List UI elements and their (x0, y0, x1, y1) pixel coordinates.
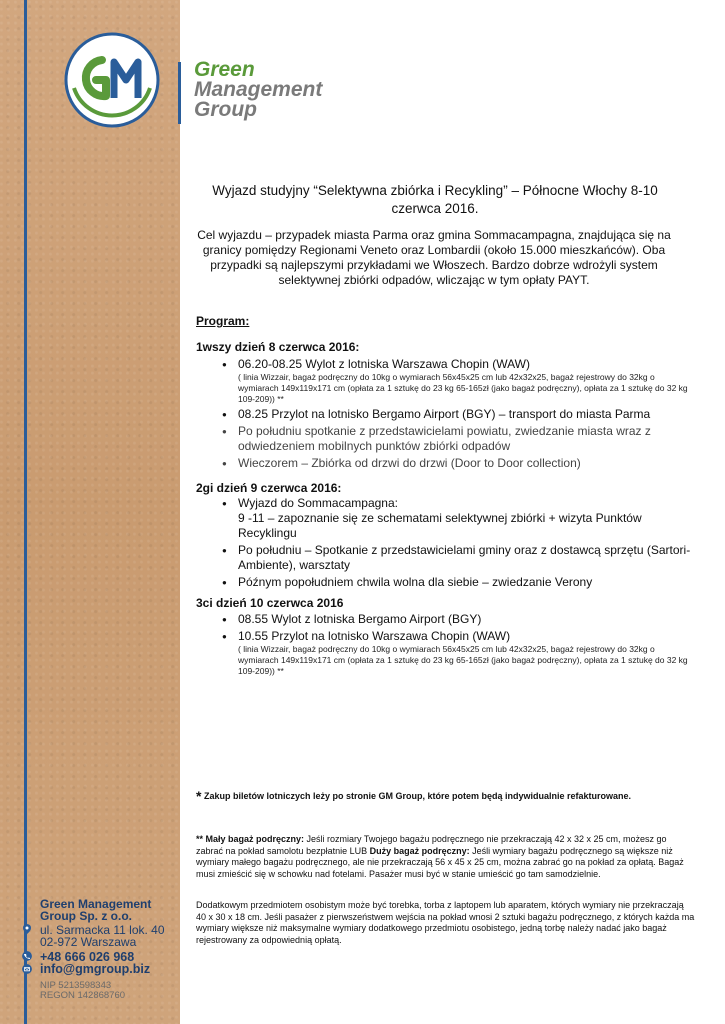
list-item-subtext: 9 -11 – zapoznanie się ze schematami selektywnej zbiórki + wizyta Punktów Recyklingu (238, 511, 642, 540)
sidebar-blue-line (24, 0, 27, 1024)
day1-list (222, 357, 692, 473)
list-item-text: Po południu spotkanie z przedstawicielami powiatu, zwiedzanie miasta wraz z odwiedzeniem mobilnych punktów zbiórki odpadów (238, 424, 651, 453)
list-item (222, 543, 692, 573)
brand-line-green: Green (194, 58, 255, 81)
list-item (222, 407, 692, 422)
footnote-large-bag-text: Jeśli wymiary bagażu podręcznego są większe niż wymiary małego bagażu podręcznego, ale nie przekraczają 56 x 45 x 25 cm, można zabrać go na pokład za opłatą. Bagaż musi zmieścić się w schowku nad fotelami. Pasażer musi być w stanie umieścić go tam samodzielnie. (196, 845, 684, 879)
list-item-text: 08.55 Wylot z lotniska Bergamo Airport (BGY) (238, 612, 482, 626)
company-nip: NIP 5213598343 (40, 980, 112, 991)
list-item-text: 06.20-08.25 Wylot z lotniska Warszawa Chopin (WAW) (238, 357, 530, 371)
logo-divider (178, 62, 181, 124)
day2-list (222, 496, 692, 592)
footnote-star: * (196, 788, 202, 804)
list-item (222, 456, 692, 471)
day1-heading: 1wszy dzień 8 czerwca 2016: (196, 340, 360, 354)
brand-line-group: Group (194, 98, 257, 121)
intro-paragraph: Cel wyjazdu – przypadek miasta Parma oraz gmina Sommacampagna, znajdująca się na granicy pomiędzy Regionami Veneto oraz Lombardii (około 15.000 mieszkańców). Oba przypadki są najlepszymi przykładami we Włoszech. Bardzo dobrze wdrożyli system selektywnej zbiórki odpadów, wliczając w tym opłaty PAYT. (197, 228, 671, 287)
list-item (222, 496, 692, 541)
footnote-baggage (196, 834, 696, 880)
brand-line-management: Management (194, 78, 323, 101)
day3-heading: 3ci dzień 10 czerwca 2016 (196, 596, 344, 610)
baggage-note: ( linia Wizzair, bagaż podręczny do 10kg o wymiarach 56x45x25 cm lub 42x32x25, bagaż rejestrowy do 32kg o wymiarach 149x119x171 cm (opłata za 1 sztukę do 23 kg 65-165zł (jako bagaż podręczny), opłata za 1 sztukę do 32 kg 109-209)) ** (238, 644, 688, 676)
location-pin-icon (22, 924, 32, 934)
list-item (222, 424, 692, 454)
list-item (222, 612, 692, 627)
company-regon: REGON 142868760 (40, 990, 126, 1001)
day2-heading: 2gi dzień 9 czerwca 2016: (196, 481, 342, 495)
company-name-line2: Group Sp. z o.o. (40, 909, 132, 923)
gm-logo-icon (62, 30, 162, 130)
list-item (222, 357, 692, 405)
phone-icon (22, 951, 32, 961)
list-item-text: 10.55 Przylot na lotnisko Warszawa Chopin (WAW) (238, 629, 511, 643)
footnote-small-bag-label: ** Mały bagaż podręczny: (196, 834, 305, 844)
company-info (40, 898, 176, 1001)
mail-icon (22, 964, 32, 974)
list-item (222, 575, 692, 590)
list-item-text: Późnym popołudniem chwila wolna dla siebie – zwiedzanie Verony (238, 575, 593, 589)
footnote-small-bag-text: Jeśli rozmiary Twojego bagażu podręcznego nie przekraczają 42 x 32 x 25 cm, możesz go zabrać na pokład samolotu bezpłatnie LUB (196, 834, 667, 856)
footnote-personal-item: Dodatkowym przedmiotem osobistym może być torebka, torba z laptopem lub aparatem, których wymiary nie przekraczają 40 x 30 x 18 cm. Jeśli pasażer z pierwszeństwem wejścia na pokład wnosi 2 sztuki bagażu podręcznego, z których każda ma wymiary większe niż maksymalne wymiary dodatkowego przedmiotu osobistego, jedną torbę należy nadać jako bagaż rejestrowany za odpowiednią opłatą. (196, 900, 695, 945)
document-title: Wyjazd studyjny “Selektywna zbiórka i Recykling” – Północne Włochy 8-10 czerwca 2016. (212, 183, 658, 216)
day3-list (222, 612, 692, 679)
company-phone: +48 666 026 968 (40, 950, 135, 964)
footnote-tickets (196, 788, 696, 804)
company-street: ul. Sarmacka 11 lok. 40 (40, 923, 165, 937)
company-name-line1: Green Management (40, 897, 152, 911)
list-item-text: Wieczorem – Zbiórka od drzwi do drzwi (Door to Door collection) (238, 456, 581, 470)
footnote-tickets-text: Zakup biletów lotniczych leży po stronie GM Group, które potem będą indywidualnie refakturowane. (203, 791, 632, 801)
list-item-text: 08.25 Przylot na lotnisko Bergamo Airport (BGY) – transport do miasta Parma (238, 407, 651, 421)
footnote-large-bag-label: Duży bagaż podręczny: (369, 845, 470, 856)
company-city: 02-972 Warszawa (40, 935, 137, 949)
program-heading: Program: (196, 314, 250, 328)
list-item (222, 629, 692, 677)
company-email[interactable]: info@gmgroup.biz (40, 962, 151, 976)
list-item-text: ● Wyjazd do Sommacampagna: (238, 496, 398, 510)
kraft-sidebar (0, 0, 180, 1024)
list-item-text: Po południu – Spotkanie z przedstawicielami gminy oraz z dostawcą sprzętu (Sartori-Ambiente), warsztaty (238, 543, 691, 572)
baggage-note: ( linia Wizzair, bagaż podręczny do 10kg o wymiarach 56x45x25 cm lub 42x32x25, bagaż rejestrowy do 32kg o wymiarach 149x119x171 cm (opłata za 1 sztukę do 23 kg 65-165zł (jako bagaż podręczny), opłata za 1 sztukę do 32 kg 109-209)) ** (238, 372, 688, 404)
brand-wordmark (194, 60, 322, 120)
